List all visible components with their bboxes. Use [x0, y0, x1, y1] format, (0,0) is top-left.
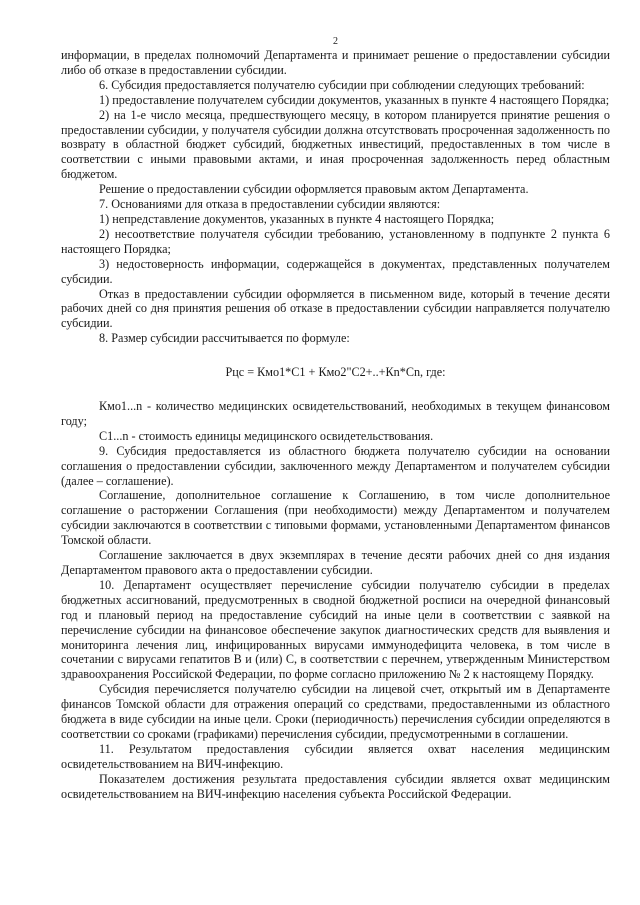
paragraph-11: 11. Результатом предоставления субсидии является охват населения медицинским освидетельствованием на ВИЧ-инфекцию. [61, 741, 610, 771]
paragraph-10: 10. Департамент осуществляет перечисление субсидии получателю субсидии в пределах бюджетных ассигнований, предусмотренных в сводной бюджетной росписи на очередной финансовый год и плановый период на предоставление субсидий на иные цели в соответствии с заявкой на перечисление субсидии на финансовое обеспечение закупок диагностических средств для выявления и мониторинга лечения лиц, инфицированных вирусами иммунодефицита человека, в том числе в сочетании с вирусами гепатитов В и (или) С, в соответствии с перечнем, утвержденным Министерством здравоохранения Российской Федерации, по форме согласно приложению № 2 к настоящему Порядку. [61, 577, 610, 682]
paragraph-6: 6. Субсидия предоставляется получателю субсидии при соблюдении следующих требований: [99, 77, 585, 92]
paragraph-kmo-definition: Кмо1...n - количество медицинских освидетельствований, необходимых в текущем финансовом году; [61, 399, 610, 428]
paragraph-7-2: 2) несоответствие получателя субсидии требованию, установленному в подпункте 2 пункта 6 настоящего Порядка; [61, 226, 610, 256]
paragraph-indicator: Показателем достижения результата предоставления субсидии является охват медицинским освидетельствованием на ВИЧ-инфекцию населения субъекта Российской Федерации. [61, 771, 610, 801]
document-page [61, 36, 610, 802]
paragraph-9: 9. Субсидия предоставляется из областного бюджета получателю субсидии на основании соглашения о предоставлении субсидии, заключенного между Департаментом и получателем субсидии (далее – соглашение). [61, 443, 610, 488]
paragraph-c-definition: С1...n - стоимость единицы медицинского освидетельствования. [99, 428, 434, 443]
paragraph-agreement-copies: Соглашение заключается в двух экземплярах в течение десяти рабочих дней со дня издания Департаментом правового акта о предоставлении субсидии. [61, 548, 610, 577]
paragraph-6-2: 2) на 1-е число месяца, предшествующего месяцу, в котором планируется принятие решения о предоставлении субсидии, у получателя субсидии должна отсутствовать просроченная задолженность по возврату в областной бюджет субсидий, бюджетных инвестиций, предоставленных в том числе в соответствии с иными правовыми актами, и иная просроченная задолженность перед областным бюджетом. [61, 107, 610, 182]
page-number: 2 [333, 36, 338, 47]
paragraph-7: 7. Основаниями для отказа в предоставлении субсидии являются: [99, 197, 441, 212]
paragraph-decision: Решение о предоставлении субсидии оформляется правовым актом Департамента. [99, 182, 529, 197]
subsidy-formula: Рцс = Кмо1*С1 + Кмо2"С2+..+Кn*Сn, где: [225, 365, 446, 380]
paragraph-decision-continued: информации, в пределах полномочий Департамента и принимает решение о предоставлении субсидии либо об отказе в предоставлении субсидии. [61, 48, 610, 77]
paragraph-7-3: 3) недостоверность информации, содержащейся в документах, представленных получателем субсидии. [61, 256, 610, 286]
paragraph-8: 8. Размер субсидии рассчитывается по формуле: [99, 331, 350, 346]
paragraph-7-1: 1) непредставление документов, указанных в пункте 4 настоящего Порядка; [99, 211, 495, 226]
paragraph-refusal: Отказ в предоставлении субсидии оформляется в письменном виде, который в течение десяти рабочих дней со дня принятия решения об отказе в предоставлении субсидии направляется получателю субсидии. [61, 286, 610, 331]
paragraph-agreement-forms: Соглашение, дополнительное соглашение к Соглашению, в том числе дополнительное соглашение о расторжении Соглашения (при необходимости) между Департаментом и получателем субсидии заключаются в соответствии с типовыми формами, установленными Департаментом финансов Томской области. [61, 488, 610, 548]
paragraph-transfer: Субсидия перечисляется получателю субсидии на лицевой счет, открытый им в Департаменте финансов Томской области для отражения операций со средствами, предоставленными из областного бюджета в виде субсидии на иные цели. Сроки (периодичность) перечисления субсидии определяются в соответствии со сроками (графиками) перечисления субсидии, предусмотренными в соглашении. [61, 682, 610, 741]
paragraph-6-1: 1) предоставление получателем субсидии документов, указанных в пункте 4 настоящего Порядка; [99, 92, 610, 107]
